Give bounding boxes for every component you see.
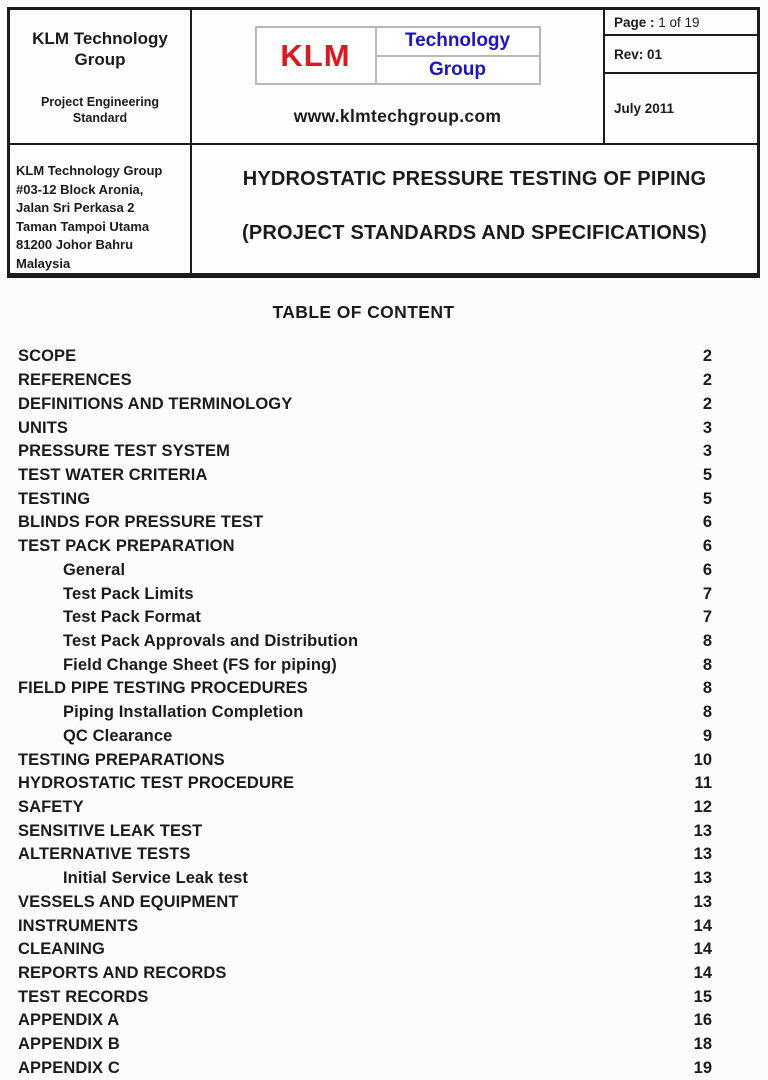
org-name: KLM Technology Group: [32, 28, 168, 69]
toc-entry-label: VESSELS AND EQUIPMENT: [18, 892, 239, 911]
toc-entry-label: Test Pack Limits: [63, 584, 194, 603]
toc-entry: [18, 985, 712, 1009]
toc-entry-page-number: 14: [693, 916, 712, 935]
toc-entry-page-number: 13: [693, 821, 712, 840]
toc-entry-page-number: 16: [693, 1011, 712, 1030]
header-row-bottom: [10, 145, 757, 273]
logo-klm-text: KLM: [280, 37, 351, 73]
toc-entry-label: REFERENCES: [18, 371, 132, 390]
toc-entry: [18, 416, 712, 440]
toc-entry: [18, 962, 712, 986]
toc-entry-page-number: 11: [694, 774, 712, 793]
toc-entry: [18, 535, 712, 559]
toc-entry: [18, 345, 712, 369]
address-line: KLM Technology Group: [16, 163, 163, 178]
page-indicator: [605, 10, 757, 36]
toc-entry: [18, 558, 712, 582]
org-subtitle: Project Engineering Standard: [40, 94, 160, 125]
toc-entry-page-number: 14: [693, 964, 712, 983]
toc-entry-label: TESTING: [18, 489, 91, 508]
toc-entry-page-number: 6: [702, 560, 712, 579]
toc-entry-label: INSTRUMENTS: [18, 916, 139, 935]
revision-indicator: Rev: 01: [605, 36, 757, 74]
toc-entry: [18, 392, 712, 416]
toc-entry-page-number: 18: [693, 1035, 712, 1054]
toc-entry: [18, 487, 712, 511]
toc-entry-page-number: 13: [693, 869, 712, 888]
meta-cell: [605, 10, 757, 143]
page-label: Page :: [614, 15, 655, 30]
document-title-line2: (PROJECT STANDARDS AND SPECIFICATIONS): [241, 222, 708, 244]
toc-entry-label: Initial Service Leak test: [63, 869, 249, 888]
toc-entry-label: SCOPE: [18, 347, 77, 366]
toc-entry-page-number: 13: [693, 845, 712, 864]
toc-entry: [18, 1057, 712, 1080]
toc-entry-label: BLINDS FOR PRESSURE TEST: [18, 513, 264, 532]
toc-entry-page-number: 8: [702, 703, 712, 722]
toc-entry: [18, 582, 712, 606]
toc-entry: [18, 511, 712, 535]
toc-entry: [18, 464, 712, 488]
toc-entry-label: REPORTS AND RECORDS: [18, 964, 227, 983]
toc-entry: [18, 369, 712, 393]
toc-entry: [18, 796, 712, 820]
toc-entry: [18, 1009, 712, 1033]
toc-entry: [18, 1033, 712, 1057]
toc-entry-page-number: 2: [702, 347, 712, 366]
toc-entry-label: Test Pack Approvals and Distribution: [63, 631, 359, 650]
address-line: 81200 Johor Bahru: [16, 237, 134, 252]
toc-entry: [18, 630, 712, 654]
toc-entry-label: SAFETY: [18, 798, 84, 817]
toc-entry-label: TEST RECORDS: [18, 987, 149, 1006]
toc-entry-label: Field Change Sheet (FS for piping): [63, 655, 337, 674]
toc-entry-label: UNITS: [18, 418, 68, 437]
toc-entry: [18, 867, 712, 891]
toc-entry-page-number: 3: [702, 418, 712, 437]
address-line: Jalan Sri Perkasa 2: [16, 200, 135, 215]
toc-entry-label: FIELD PIPE TESTING PROCEDURES: [18, 679, 308, 698]
toc-entry-page-number: 9: [702, 726, 712, 745]
toc-entry-page-number: 3: [702, 442, 712, 461]
toc-entry: [18, 653, 712, 677]
address-line: Malaysia: [16, 255, 71, 271]
toc-entry-label: ALTERNATIVE TESTS: [18, 845, 191, 864]
toc-entry: [18, 440, 712, 464]
toc-entry-page-number: 12: [693, 798, 712, 817]
toc-entry-label: Piping Installation Completion: [63, 703, 304, 722]
toc-entry-page-number: 7: [702, 584, 712, 603]
toc-entry: [18, 725, 712, 749]
toc-entry: [18, 701, 712, 725]
toc-entry-label: QC Clearance: [63, 726, 173, 745]
toc-entry-label: TESTING PREPARATIONS: [18, 750, 225, 769]
toc-entry-label: PRESSURE TEST SYSTEM: [18, 442, 230, 461]
toc-entry-page-number: 13: [693, 892, 712, 911]
toc-entry-page-number: 19: [693, 1058, 712, 1077]
company-address: [10, 145, 192, 273]
document-title-cell: [192, 145, 757, 273]
toc-entry-page-number: 5: [702, 489, 712, 508]
toc-list: [18, 345, 712, 1080]
klm-logo: [255, 26, 541, 85]
date-indicator: July 2011: [614, 101, 675, 116]
toc-entry-label: CLEANING: [18, 940, 105, 959]
address-line: #03-12 Block Aronia,: [16, 181, 144, 197]
toc-entry-label: DEFINITIONS AND TERMINOLOGY: [18, 394, 293, 413]
toc-entry-page-number: 5: [702, 465, 712, 484]
logo-word-group: Group: [429, 58, 486, 80]
toc-entry-page-number: 6: [702, 513, 712, 532]
toc-entry-label: SENSITIVE LEAK TEST: [18, 821, 203, 840]
logo-words: [375, 28, 539, 83]
header-row-top: [10, 10, 757, 145]
toc-entry-page-number: 6: [702, 537, 712, 556]
toc-entry-label: HYDROSTATIC TEST PROCEDURE: [18, 774, 295, 793]
toc-entry: [18, 677, 712, 701]
toc-entry-page-number: 2: [702, 371, 712, 390]
toc-entry: [18, 914, 712, 938]
logo-cell: [192, 10, 605, 143]
toc-entry-page-number: 10: [693, 750, 712, 769]
org-cell: [10, 10, 192, 143]
document-header-table: [7, 7, 760, 278]
toc-entry-label: General: [63, 560, 126, 579]
address-line: Taman Tampoi Utama: [16, 218, 150, 234]
toc-entry-label: Test Pack Format: [63, 608, 201, 627]
toc-entry: [18, 891, 712, 915]
toc-entry: [18, 606, 712, 630]
toc-entry-page-number: 15: [693, 987, 712, 1006]
toc-entry-label: APPENDIX A: [18, 1011, 120, 1030]
toc-entry-label: TEST WATER CRITERIA: [18, 465, 208, 484]
logo-word-technology: Technology: [377, 28, 539, 57]
toc-entry-page-number: 2: [702, 394, 712, 413]
page-value: 1 of 19: [658, 15, 700, 30]
toc-entry-label: TEST PACK PREPARATION: [18, 537, 235, 556]
toc-entry: [18, 819, 712, 843]
document-title-line1: HYDROSTATIC PRESSURE TESTING OF PIPING: [242, 168, 707, 190]
toc-entry-page-number: 8: [702, 655, 712, 674]
toc-entry-page-number: 8: [702, 631, 712, 650]
toc-entry-page-number: 8: [702, 679, 712, 698]
toc-entry: [18, 772, 712, 796]
toc-entry-label: APPENDIX C: [18, 1058, 120, 1077]
toc-entry: [18, 938, 712, 962]
toc-entry-page-number: 7: [702, 608, 712, 627]
toc-heading: TABLE OF CONTENT: [272, 302, 455, 322]
toc-entry-label: APPENDIX B: [18, 1035, 120, 1054]
toc-entry-page-number: 14: [693, 940, 712, 959]
toc-entry: [18, 748, 712, 772]
toc-entry: [18, 843, 712, 867]
company-website: www.klmtechgroup.com: [293, 106, 502, 126]
